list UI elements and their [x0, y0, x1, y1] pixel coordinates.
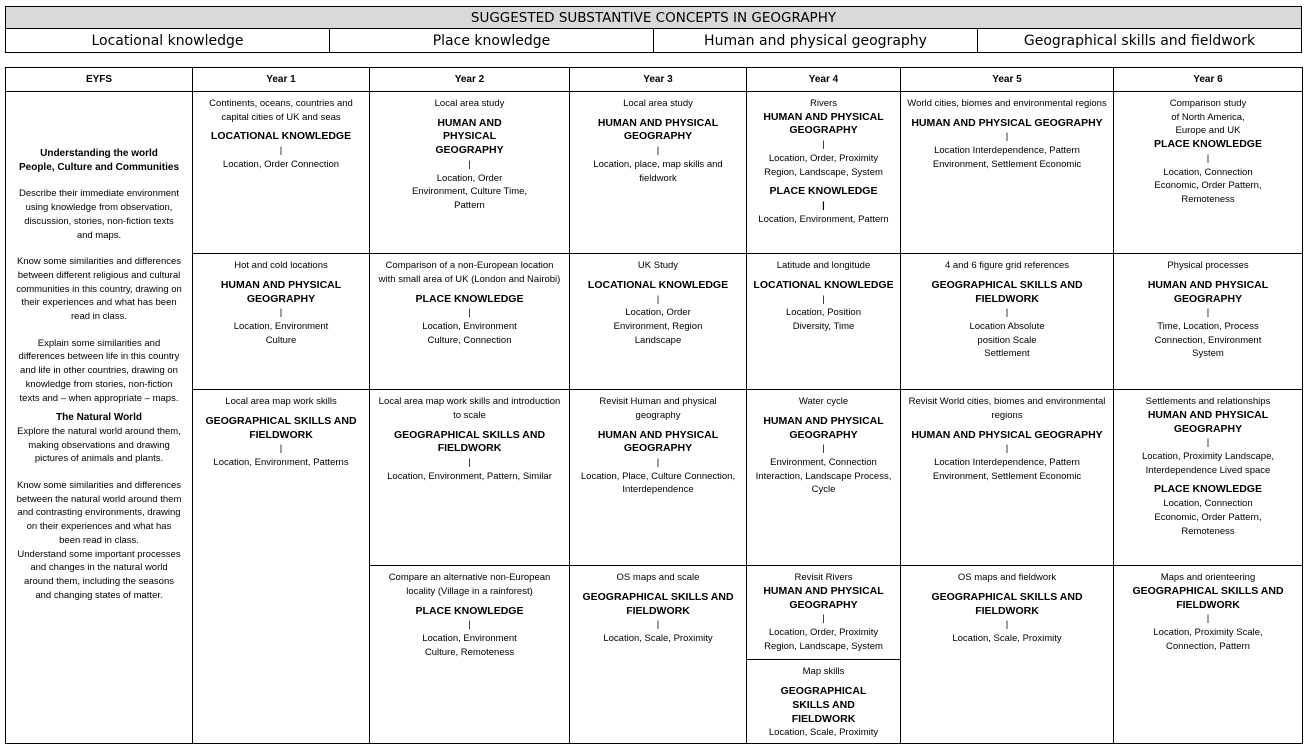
concept-label: PLACE KNOWLEDGE — [415, 292, 524, 305]
concept-label: HUMAN AND PHYSICAL GEOGRAPHY — [763, 414, 884, 441]
concept-label: HUMAN AND PHYSICAL GEOGRAPHY — [911, 116, 1103, 129]
terms: Location, Proximity Scale, Connection, Pattern — [1153, 627, 1263, 652]
terms: Location, Scale, Proximity — [768, 727, 879, 739]
topic: World cities, biomes and environmental regions — [907, 98, 1107, 109]
topic: Continents, oceans, countries and capital cities of UK and seas — [209, 98, 353, 123]
concept-label: HUMAN AND PHYSICAL GEOGRAPHY — [597, 116, 719, 143]
topic: Hot and cold locations — [234, 260, 328, 272]
cell-r4-y2 — [370, 566, 570, 744]
terms: Location, Environment Culture, Connection — [422, 320, 517, 346]
terms: Location, Connection Economic, Order Pattern, Remoteness — [1154, 498, 1262, 537]
terms: Location, Connection Economic, Order Pattern, Remoteness — [1154, 166, 1262, 205]
separator: | — [1206, 437, 1210, 449]
page-title: SUGGESTED SUBSTANTIVE CONCEPTS IN GEOGRAPHY — [6, 7, 1302, 29]
separator: | — [1005, 307, 1009, 319]
concept-label: GEOGRAPHICAL SKILLS AND FIELDWORK — [393, 428, 546, 455]
concept-label: HUMAN AND PHYSICAL GEOGRAPHY — [435, 116, 504, 157]
topic: Revisit Human and physical geography — [599, 396, 717, 421]
terms: Location, Order Environment, Culture Time, Pattern — [411, 172, 528, 211]
cell-r1-y1 — [193, 92, 370, 254]
concept-skills-fieldwork: Geographical skills and fieldwork — [978, 29, 1302, 53]
header-eyfs: EYFS — [6, 68, 193, 92]
topic: Comparison study of North America, Europe and UK — [1169, 98, 1247, 137]
separator: | — [468, 307, 471, 319]
terms: Location, Proximity Landscape, Interdependence Lived space — [1141, 451, 1275, 476]
separator: | — [468, 158, 471, 170]
separator: | — [1005, 443, 1009, 455]
cell-r2-y4 — [747, 254, 901, 390]
concept-label: LOCATIONAL KNOWLEDGE — [753, 278, 894, 291]
cell-r2-y5 — [901, 254, 1114, 390]
header-year-5: Year 5 — [901, 68, 1114, 92]
topic: Local area study — [623, 98, 693, 109]
curriculum-table — [5, 67, 1303, 744]
separator: | — [1005, 619, 1009, 631]
concept-label: LOCATIONAL KNOWLEDGE — [210, 130, 352, 143]
cell-r1-y3 — [570, 92, 747, 254]
terms: Location, Scale, Proximity — [952, 633, 1062, 645]
concept-place: Place knowledge — [330, 29, 654, 53]
topic: Revisit World cities, biomes and environmental regions — [908, 396, 1106, 421]
topic: Local area map work skills and introduction to scale — [378, 396, 561, 421]
terms: Location, Order Environment, Region Landscape — [613, 307, 703, 346]
cell-r1-y2 — [370, 92, 570, 254]
topic: 4 and 6 figure grid references — [944, 260, 1070, 272]
cell-r4-y4-map-skills — [747, 660, 901, 744]
eyfs-paragraph: Know some similarities and differences between different religious and cultural communities in this country, drawing on their experiences and what has been read in class. — [16, 256, 182, 323]
separator: | — [656, 293, 660, 305]
terms: Location, Order, Proximity Region, Landscape, System — [764, 627, 883, 652]
separator: | — [822, 443, 825, 455]
separator: | — [279, 145, 283, 157]
terms: Location, Scale, Proximity — [603, 633, 713, 645]
terms: Location, Order Connection — [222, 158, 340, 170]
eyfs-paragraph: Explore the natural world around them, making observations and drawing pictures of animals and plants. — [17, 425, 181, 465]
header-year-2: Year 2 — [370, 68, 570, 92]
topic: Settlements and relationships — [1145, 396, 1271, 408]
cell-r1-y4 — [747, 92, 901, 254]
concept-human-physical: Human and physical geography — [654, 29, 978, 53]
separator: | — [468, 457, 471, 469]
cell-r3-y6 — [1114, 390, 1303, 566]
concept-label: HUMAN AND PHYSICAL GEOGRAPHY — [1147, 278, 1269, 305]
eyfs-heading-understanding: Understanding the world — [40, 148, 158, 159]
separator: | — [822, 139, 825, 151]
topic: Latitude and longitude — [776, 260, 871, 272]
eyfs-paragraph: Know some similarities and differences between the natural world around them and contrasting environments, drawing on their experiences and what has been read in class. — [16, 480, 182, 546]
concept-locational: Locational knowledge — [6, 29, 330, 53]
concept-label: HUMAN AND PHYSICAL GEOGRAPHY — [763, 585, 884, 611]
topic: Maps and orienteering — [1160, 572, 1256, 584]
concept-label: PLACE KNOWLEDGE — [1154, 483, 1262, 496]
separator: | — [656, 457, 660, 469]
cell-r2-y1 — [193, 254, 370, 390]
concept-label: PLACE KNOWLEDGE — [415, 604, 524, 617]
cell-r3-y1 — [193, 390, 370, 744]
terms: Location Interdependence, Pattern Environment, Settlement Economic — [932, 457, 1082, 482]
separator: | — [656, 619, 660, 631]
separator: | — [1005, 131, 1009, 143]
terms: Location, place, map skills and fieldwork — [593, 158, 723, 184]
header-year-3: Year 3 — [570, 68, 747, 92]
cell-r3-y3 — [570, 390, 747, 566]
terms: Location, Environment, Pattern — [758, 213, 889, 225]
cell-r3-y5 — [901, 390, 1114, 566]
header-year-4: Year 4 — [747, 68, 901, 92]
topic: Comparison of a non-European location with small area of UK (London and Nairobi) — [378, 260, 561, 285]
eyfs-heading-people: People, Culture and Communities — [18, 161, 180, 173]
concept-label: HUMAN AND PHYSICAL GEOGRAPHY — [911, 428, 1103, 441]
cell-r4-y3 — [570, 566, 747, 744]
separator: | — [822, 199, 825, 211]
separator: | — [279, 307, 283, 319]
concept-label: HUMAN AND PHYSICAL GEOGRAPHY — [1147, 408, 1269, 435]
topic: OS maps and scale — [616, 572, 700, 584]
terms: Location, Environment Culture, Remoteness — [422, 633, 517, 658]
concepts-header-table — [5, 6, 1302, 53]
cell-r3-y2 — [370, 390, 570, 566]
header-year-6: Year 6 — [1114, 68, 1303, 92]
topic: Local area study — [434, 98, 505, 109]
eyfs-paragraph: Understand some important processes and changes in the natural world around them, including the seasons and changing states of matter. — [17, 548, 181, 601]
topic: Physical processes — [1167, 260, 1249, 272]
topic: OS maps and fieldwork — [957, 572, 1057, 584]
concept-label: HUMAN AND PHYSICAL GEOGRAPHY — [220, 278, 342, 305]
terms: Location, Environment, Patterns — [213, 457, 349, 469]
concept-label: HUMAN AND PHYSICAL GEOGRAPHY — [763, 110, 884, 137]
cell-r4-y4-rivers — [747, 566, 901, 660]
terms: Environment, Connection Interaction, Landscape Process, Cycle — [755, 457, 892, 496]
topic: Revisit Rivers — [794, 572, 853, 584]
separator: | — [822, 613, 825, 625]
terms: Time, Location, Process Connection, Environment System — [1154, 320, 1262, 360]
concept-label: GEOGRAPHICAL SKILLS AND FIELDWORK — [582, 591, 734, 617]
terms: Location Interdependence, Pattern Environment, Settlement Economic — [932, 145, 1082, 170]
concept-label: GEOGRAPHICAL SKILLS AND FIELDWORK — [1132, 585, 1284, 611]
terms: Location, Environment, Pattern, Similar — [387, 470, 552, 482]
eyfs-cell — [6, 92, 193, 744]
concept-label: PLACE KNOWLEDGE — [769, 185, 878, 198]
concept-label: PLACE KNOWLEDGE — [1154, 138, 1262, 151]
concept-label: GEOGRAPHICAL SKILLS AND FIELDWORK — [931, 591, 1083, 617]
cell-r1-y5 — [901, 92, 1114, 254]
terms: Location, Order, Proximity Region, Landscape, System — [764, 152, 883, 178]
topic: UK Study — [637, 260, 679, 272]
separator: | — [1206, 152, 1210, 164]
separator: | — [279, 443, 283, 455]
separator: | — [1206, 307, 1210, 319]
cell-r1-y6 — [1114, 92, 1303, 254]
topic: Water cycle — [798, 396, 849, 408]
separator: | — [822, 293, 825, 305]
eyfs-paragraph: Explain some similarities and differences between life in this country and life in other countries, drawing on knowledge from stories, non-fiction texts and – when appropriate – maps. — [18, 337, 180, 404]
separator: | — [1206, 613, 1210, 625]
terms: Location, Place, Culture Connection, Interdependence — [580, 470, 736, 496]
separator: | — [656, 145, 660, 157]
topic: Compare an alternative non-European locality (Village in a rainforest) — [388, 572, 551, 598]
concept-label: HUMAN AND PHYSICAL GEOGRAPHY — [597, 428, 719, 455]
terms: Location Absolute position Scale Settlement — [969, 320, 1045, 360]
header-year-1: Year 1 — [193, 68, 370, 92]
eyfs-heading-natural-world: The Natural World — [56, 412, 142, 424]
cell-r2-y6 — [1114, 254, 1303, 390]
eyfs-paragraph: Describe their immediate environment using knowledge from observation, discussion, stories, non-fiction texts and maps. — [19, 188, 179, 241]
cell-r2-y3 — [570, 254, 747, 390]
terms: Location, Environment Culture — [233, 320, 329, 346]
cell-r2-y2 — [370, 254, 570, 390]
topic: Rivers — [810, 98, 837, 109]
topic: Local area map work skills — [225, 396, 337, 408]
separator: | — [468, 619, 471, 631]
cell-r3-y4 — [747, 390, 901, 566]
terms: Location, Position Diversity, Time — [786, 307, 861, 332]
cell-r4-y6 — [1114, 566, 1303, 744]
concept-label: LOCATIONAL KNOWLEDGE — [587, 278, 729, 291]
cell-r4-y5 — [901, 566, 1114, 744]
concept-label: GEOGRAPHICAL SKILLS AND FIELDWORK — [931, 278, 1083, 305]
concept-label: GEOGRAPHICAL SKILLS AND FIELDWORK — [780, 685, 867, 725]
concept-label: GEOGRAPHICAL SKILLS AND FIELDWORK — [205, 414, 357, 441]
topic: Map skills — [802, 666, 845, 678]
